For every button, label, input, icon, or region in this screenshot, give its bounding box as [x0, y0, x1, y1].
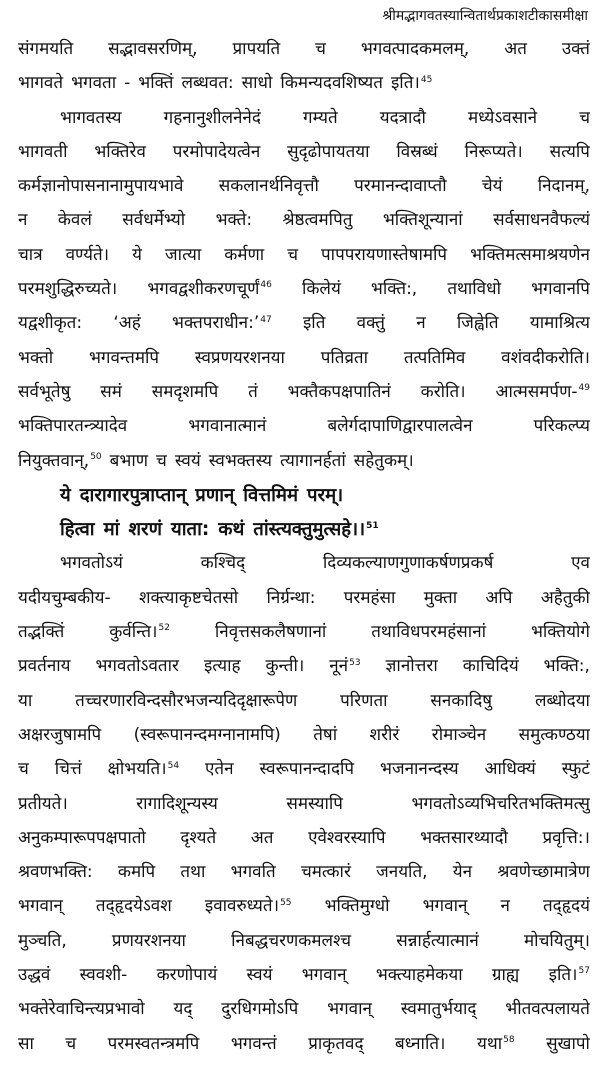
word: बभाण [109, 450, 149, 471]
word: भागवते [18, 73, 64, 94]
word: भक्त्याहमेकया [375, 965, 463, 986]
word: तद्भक्तिं [18, 622, 65, 643]
text-line [18, 619, 590, 653]
word: पतिव्रता [320, 347, 369, 368]
word: भगवतोऽव्यभिचरितभक्तिमत्सु [411, 793, 590, 814]
text-line [18, 1031, 590, 1065]
word: बलेर्गदापाणिद्वारपालत्वेन [327, 416, 473, 437]
text-line [18, 173, 590, 207]
word: शक्त्याकृष्टचेतसो [138, 587, 239, 608]
word: भक्ति:, [543, 656, 590, 677]
text-line [18, 105, 590, 139]
body-text [18, 36, 590, 1065]
word: वक्तुं [356, 313, 385, 334]
word: तच्चरणारविन्दसौरभजन्यदिदृक्षारूपेण [75, 690, 298, 711]
word: नियुक्तवान्,$^{50}$ [18, 450, 102, 471]
word: तत्पतिमिव [403, 347, 466, 368]
text-line [18, 893, 590, 927]
text-line [18, 70, 590, 104]
word: सा [18, 1033, 34, 1054]
word: श्रेष्ठत्वमपितु [282, 210, 353, 231]
word: दिव्यकल्याणगुणाकर्षणप्रकर्ष [322, 553, 494, 574]
word: च [18, 759, 29, 780]
word: एवेश्वरस्यापि [308, 827, 386, 848]
footnote-marker: 52 [158, 623, 170, 634]
word: कर्मज्ञानोपासनानामुपायभावे [18, 176, 184, 197]
word: तद्हृदयं [542, 896, 590, 917]
word: यद् [173, 999, 193, 1020]
text-line [18, 550, 590, 584]
word: अत [504, 39, 527, 59]
verse-line [18, 482, 590, 516]
word: भगवानात्मानं [188, 416, 267, 437]
text-line [18, 276, 590, 310]
word: मध्येऽवसाने [467, 107, 538, 128]
word: स्वयं [174, 450, 201, 471]
word: करणोपायं [156, 965, 218, 986]
word: मोचयितुम्। [524, 930, 590, 951]
word: भक्तो [18, 347, 54, 368]
word: एतेन [205, 759, 234, 780]
text-line [18, 139, 590, 173]
word: ये [132, 244, 143, 265]
text-line [18, 310, 590, 344]
text-line [18, 379, 590, 413]
word: स्वमातुर्भयाद् [400, 999, 477, 1020]
word: भगवतोऽयं [60, 553, 123, 574]
footnote-marker: 58 [503, 1034, 515, 1045]
word: स्फुटं [561, 759, 590, 780]
text-line [18, 585, 590, 619]
word: मुञ्चति, [18, 930, 67, 951]
word: ‘अहं [113, 313, 141, 334]
word: मुक्ता [423, 587, 458, 608]
word: न [500, 896, 510, 917]
word: पापपरायणास्तेषामपि [321, 244, 448, 265]
word: भागवतस्य [60, 107, 122, 128]
word: सनकादिषु [430, 690, 493, 711]
word: गम्यते [303, 107, 338, 128]
word: भक्तिपारतन्त्र्यादेव [18, 416, 128, 437]
word: भक्तैकपक्षपातिनं [287, 381, 391, 402]
word: भगवता [71, 73, 117, 94]
word: अहैतुकी [540, 587, 590, 608]
word: समदृशमपि [151, 381, 219, 402]
word: यथा$^{58}$ [476, 1033, 515, 1054]
word: तथा [180, 862, 206, 883]
word: स्वप्रणयरशनया [194, 347, 285, 368]
word: वशंवदीकरोति। [501, 347, 590, 368]
word: ये [60, 484, 71, 506]
word: भक्तिमुग्धो [324, 896, 390, 917]
word: प्राकृतवद् [308, 1033, 364, 1054]
word: स्ववशी- [79, 965, 128, 986]
word: तांस्त्यक्तुमुत्सहे।।$^{51}$ [253, 519, 379, 541]
word: भगवान् [422, 896, 468, 917]
word: भक्ते: [215, 210, 253, 231]
word: कुन्ती। [265, 656, 305, 677]
word: संगमयति [18, 39, 74, 59]
word: भगवान् [327, 999, 372, 1020]
word: यामाश्रित्य [529, 313, 590, 334]
word: नूनं$^{53}$ [329, 656, 361, 677]
word: च [579, 107, 590, 128]
word: शरणं [128, 519, 162, 541]
word: भक्तसारथ्यादौ [420, 827, 508, 848]
word: समस्यापि [286, 793, 343, 814]
footnote-marker: 47 [260, 314, 272, 325]
word: भजनानन्दस्य [380, 759, 459, 780]
word: परमस्वतन्त्रमपि [107, 1033, 200, 1054]
word: निर्ग्रन्था: [266, 587, 316, 608]
word: सर्वसाधनवैफल्यं [493, 210, 590, 231]
word: अत [250, 827, 274, 848]
word: कथं [218, 519, 245, 541]
word: परम्। [307, 484, 344, 506]
word: सुखापो [546, 1033, 590, 1054]
word: इति।$^{45}$ [390, 73, 433, 94]
word: लब्धोदया [534, 690, 590, 711]
word: या [18, 690, 33, 711]
text-line [18, 996, 590, 1030]
word: उक्तं [561, 39, 590, 59]
text-line [18, 722, 590, 756]
word: (स्वरूपानन्दमग्नानामपि) [133, 724, 281, 745]
text-line [18, 207, 590, 241]
word: जिह्वेति [456, 313, 499, 334]
word: भगवन्तं [230, 1033, 277, 1054]
word: भगवत्पादकमलम्, [360, 39, 470, 59]
word: इवावरुध्यते।$^{55}$ [204, 896, 292, 917]
text-line [18, 653, 590, 687]
word: अक्षरजुषामपि [18, 724, 102, 745]
word: केवलं [57, 210, 92, 231]
word: प्रतीयते। [18, 793, 68, 814]
footnote-marker: 45 [420, 74, 433, 85]
word: प्रवर्तनाय [18, 656, 71, 677]
text-line [18, 242, 590, 276]
word: रोमाञ्चेन [431, 724, 487, 745]
word: निदानम्, [537, 176, 590, 197]
word: तथाविधपरमहंसानां [371, 622, 487, 643]
word: भीतवत्पलायते [505, 999, 590, 1020]
text-line [18, 345, 590, 379]
word: चेयं [481, 176, 503, 197]
word: प्रणान् [195, 484, 235, 506]
word: कमपि [117, 862, 156, 883]
footnote-marker: 53 [349, 657, 361, 668]
word: तथाविधो [447, 279, 501, 300]
word: परमोपादेयत्वेन [172, 141, 261, 162]
footnote-marker: 54 [167, 760, 180, 771]
word: करोति। [420, 381, 466, 402]
word: भक्तिमत्समाश्रयणेन [470, 244, 590, 265]
word: सद्भावसरणिम्, [108, 39, 198, 59]
text-line [18, 962, 590, 996]
word: तद्हृदयेऽवश [95, 896, 172, 917]
word: भक्तपराधीन:’$^{47}$ [172, 313, 272, 334]
verse-line [18, 516, 590, 550]
word: किलेयं [301, 279, 341, 300]
word: एव [571, 553, 590, 574]
word: न [18, 210, 28, 231]
word: काचिदियं [462, 656, 519, 677]
word: आधिक्यं [484, 759, 536, 780]
text-line [18, 688, 590, 722]
footnote-marker: 50 [90, 451, 102, 462]
word: कुर्वन्ति।$^{52}$ [109, 622, 170, 643]
word: यद्वशीकृत: [18, 313, 83, 334]
text-line [18, 756, 590, 790]
footnote-marker: 55 [280, 897, 292, 908]
word: परमानन्दावाप्तौ [354, 176, 447, 197]
word: श्रवणभक्ति: [18, 862, 93, 883]
text-line [18, 36, 590, 70]
text-line [18, 448, 590, 482]
word: चित्तं [54, 759, 82, 780]
word: ज्ञानोत्तरा [385, 656, 438, 677]
word: च [65, 1033, 77, 1054]
word: परिणता [340, 690, 388, 711]
word: परमहंसा [343, 587, 396, 608]
word: प्रवृत्ति:। [542, 827, 590, 848]
word: उद्धवं [18, 965, 51, 986]
footnote-marker: 51 [366, 521, 379, 531]
footnote-marker: 46 [260, 280, 272, 291]
word: भगवन्तमपि [88, 347, 160, 368]
word: साधो [241, 73, 273, 94]
word: भक्तिं [138, 73, 174, 94]
word: यदत्रादौ [379, 107, 426, 128]
word: सन्नार्हत्यात्मानं [396, 930, 479, 951]
word: वित्तमिमं [243, 484, 299, 506]
word: दुरधिगमोऽपि [221, 999, 299, 1020]
word: त्यागानर्हतां [280, 450, 346, 471]
word: चात्र [18, 244, 43, 265]
word: प्रापयति [232, 39, 281, 59]
word: भक्तिशून्यानां [382, 210, 463, 231]
word: भक्तियोगे [530, 622, 590, 643]
word: सकलानर्थनिवृत्तौ [218, 176, 319, 197]
word: तं [248, 381, 258, 402]
word: कर्मणा [224, 244, 265, 265]
word: सुदृढोपायतया [287, 141, 370, 162]
word: स्वयं [246, 965, 273, 986]
word: च [315, 39, 326, 59]
word: श्रवणेच्छामात्रेण [497, 862, 590, 883]
word: याता: [171, 519, 210, 541]
word: स्वभक्तस्य [208, 450, 273, 471]
word: परमशुद्धिरुच्यते। [18, 279, 118, 300]
word: भगवति [230, 862, 276, 883]
word: भक्तिरेव [94, 141, 146, 162]
word: येन [452, 862, 473, 883]
word: भगवान् [301, 965, 347, 986]
word: क्षोभयति।$^{54}$ [107, 759, 180, 780]
word: कश्चिद् [200, 553, 246, 574]
footnote-marker: 49 [578, 383, 590, 394]
word: भगवतोऽवतार [95, 656, 179, 677]
word: तेषां [313, 724, 338, 745]
word: निबद्धचरणकमलश्च [231, 930, 352, 951]
word: सर्वभूतेषु [18, 381, 71, 402]
word: समं [100, 381, 122, 402]
word: समुत्कण्ठया [518, 724, 590, 745]
word: इति [302, 313, 326, 334]
word: परिकल्प्य [533, 416, 590, 437]
word: प्रणयरशनया [111, 930, 186, 951]
word: हित्वा [60, 519, 95, 541]
footnote-marker: 57 [578, 966, 590, 977]
word: निवृत्तसकलैषणानां [214, 622, 327, 643]
word: अपि [485, 587, 513, 608]
word: च [156, 450, 167, 471]
word: यदीयचुम्बकीय- [18, 587, 111, 608]
word: चमत्कारं [300, 862, 351, 883]
word: जनयति, [376, 862, 428, 883]
word: किमन्यदवशिष्यत [280, 73, 383, 94]
word: भक्ति:, [370, 279, 418, 300]
text-line [18, 825, 590, 859]
word: दारागारपुत्राप्तान् [79, 484, 187, 506]
word: गहनानुशीलनेनेदं [163, 107, 261, 128]
word: दृश्यते [180, 827, 217, 848]
word: रागादिशून्यस्य [136, 793, 218, 814]
word: जात्या [165, 244, 202, 265]
running-header: श्रीमद्भागवतस्यान्वितार्थप्रकाशटीकासमीक्षा [382, 8, 588, 24]
word: बध्नाति। [395, 1033, 446, 1054]
word: अनुकम्पारूपपक्षपातो [18, 827, 146, 848]
word: भक्तेरेवाचिन्त्यप्रभावो [18, 999, 145, 1020]
text-line [18, 928, 590, 962]
word: सत्यपि [549, 141, 590, 162]
word: इत्याह [203, 656, 241, 677]
word: वर्ण्यते। [65, 244, 110, 265]
word: सहेतुकम्। [353, 450, 414, 471]
word: लब्धवत: [181, 73, 234, 94]
word: न [416, 313, 426, 334]
word: आत्मसमर्पण-$^{49}$ [495, 381, 590, 402]
word: - [124, 73, 131, 94]
text-line [18, 791, 590, 825]
text-line [18, 859, 590, 893]
word: निरूप्यते। [464, 141, 523, 162]
word: ग्राह्य [491, 965, 520, 986]
word: शरीरं [369, 724, 400, 745]
word: सर्वधर्मेभ्यो [122, 210, 186, 231]
word: विस्रब्धं [396, 141, 438, 162]
word: भगवानपि [531, 279, 590, 300]
word: मां [103, 519, 120, 541]
word: इति।$^{57}$ [548, 965, 590, 986]
word: च [287, 244, 299, 265]
word: भगवान् [18, 896, 63, 917]
text-line [18, 413, 590, 447]
word: भागवती [18, 141, 68, 162]
word: भगवद्वशीकरणचूर्णं$^{46}$ [147, 279, 272, 300]
word: स्वरूपानन्दादपि [259, 759, 355, 780]
